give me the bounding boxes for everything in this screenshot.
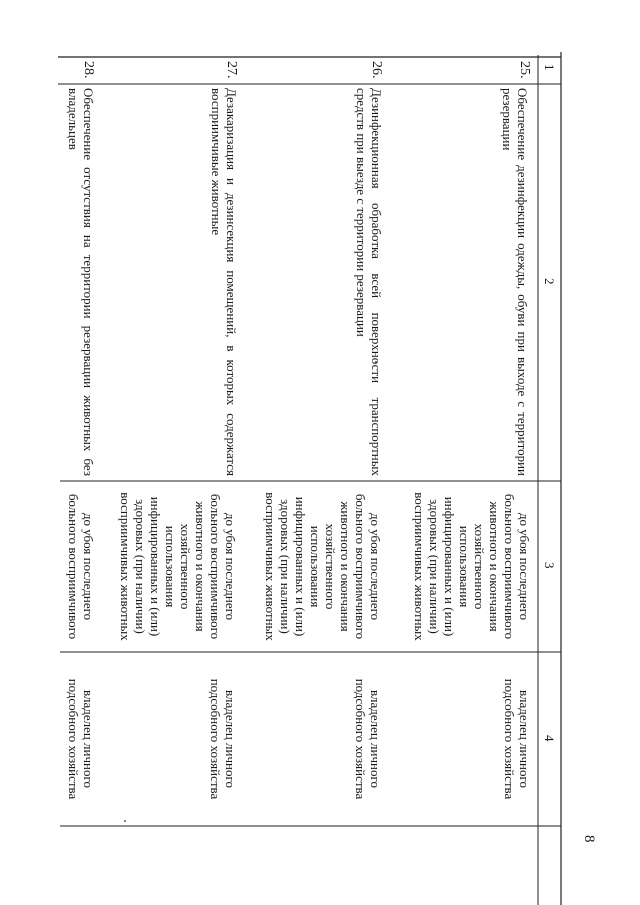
row-28-responsible: владелец личного подсобного хозяйства	[66, 678, 96, 800]
row-26-measure: Дезинфекционная обработка всей поверхности транспортных средств при выезде с территории резервации	[354, 88, 384, 476]
row-25-responsible: владелец личного подсобного хозяйства	[502, 678, 532, 800]
header-col-3: 3	[542, 562, 557, 569]
row-28-term: до убоя последнего больного восприимчивого	[66, 493, 96, 640]
row-28-measure: Обеспечение отсутствия на территории резервации животных без владельцев	[66, 88, 96, 476]
row-26-term: до убоя последнего больного восприимчивого животного и окончания хозяйственного использования инфицированных и (или) здоровых (при наличии) восприимчивых животных	[263, 492, 383, 641]
header-col-2: 2	[542, 278, 557, 285]
row-25-term: до убоя последнего больного восприимчивого животного и окончания хозяйственного использования инфицированных и (или) здоровых (при наличии) восприимчивых животных	[412, 492, 532, 641]
row-27-responsible: владелец личного подсобного хозяйства	[208, 678, 238, 800]
row-26-responsible: владелец личного подсобного хозяйства	[353, 678, 383, 800]
row-26-number: 26.	[369, 61, 384, 79]
row-28-number: 28.	[81, 61, 96, 79]
header-col-1: 1	[542, 64, 557, 71]
row-27-measure: Дезакаризация и дезинсекция помещений, в которых содержатся восприимчивые животные	[209, 88, 239, 476]
row-25-number: 25.	[517, 61, 532, 79]
row-27-number: 27.	[224, 61, 239, 79]
row-27-term: до убоя последнего больного восприимчивого животного и окончания хозяйственного использования инфицированных и (или) здоровых (при наличии) восприимчивых животных	[118, 492, 238, 641]
page-number: 8	[581, 835, 597, 843]
header-col-4: 4	[542, 735, 557, 742]
row-25-measure: Обеспечение дезинфекции одежды, обуви при выходе с территории резервации	[500, 88, 530, 476]
scan-mark	[124, 820, 126, 822]
